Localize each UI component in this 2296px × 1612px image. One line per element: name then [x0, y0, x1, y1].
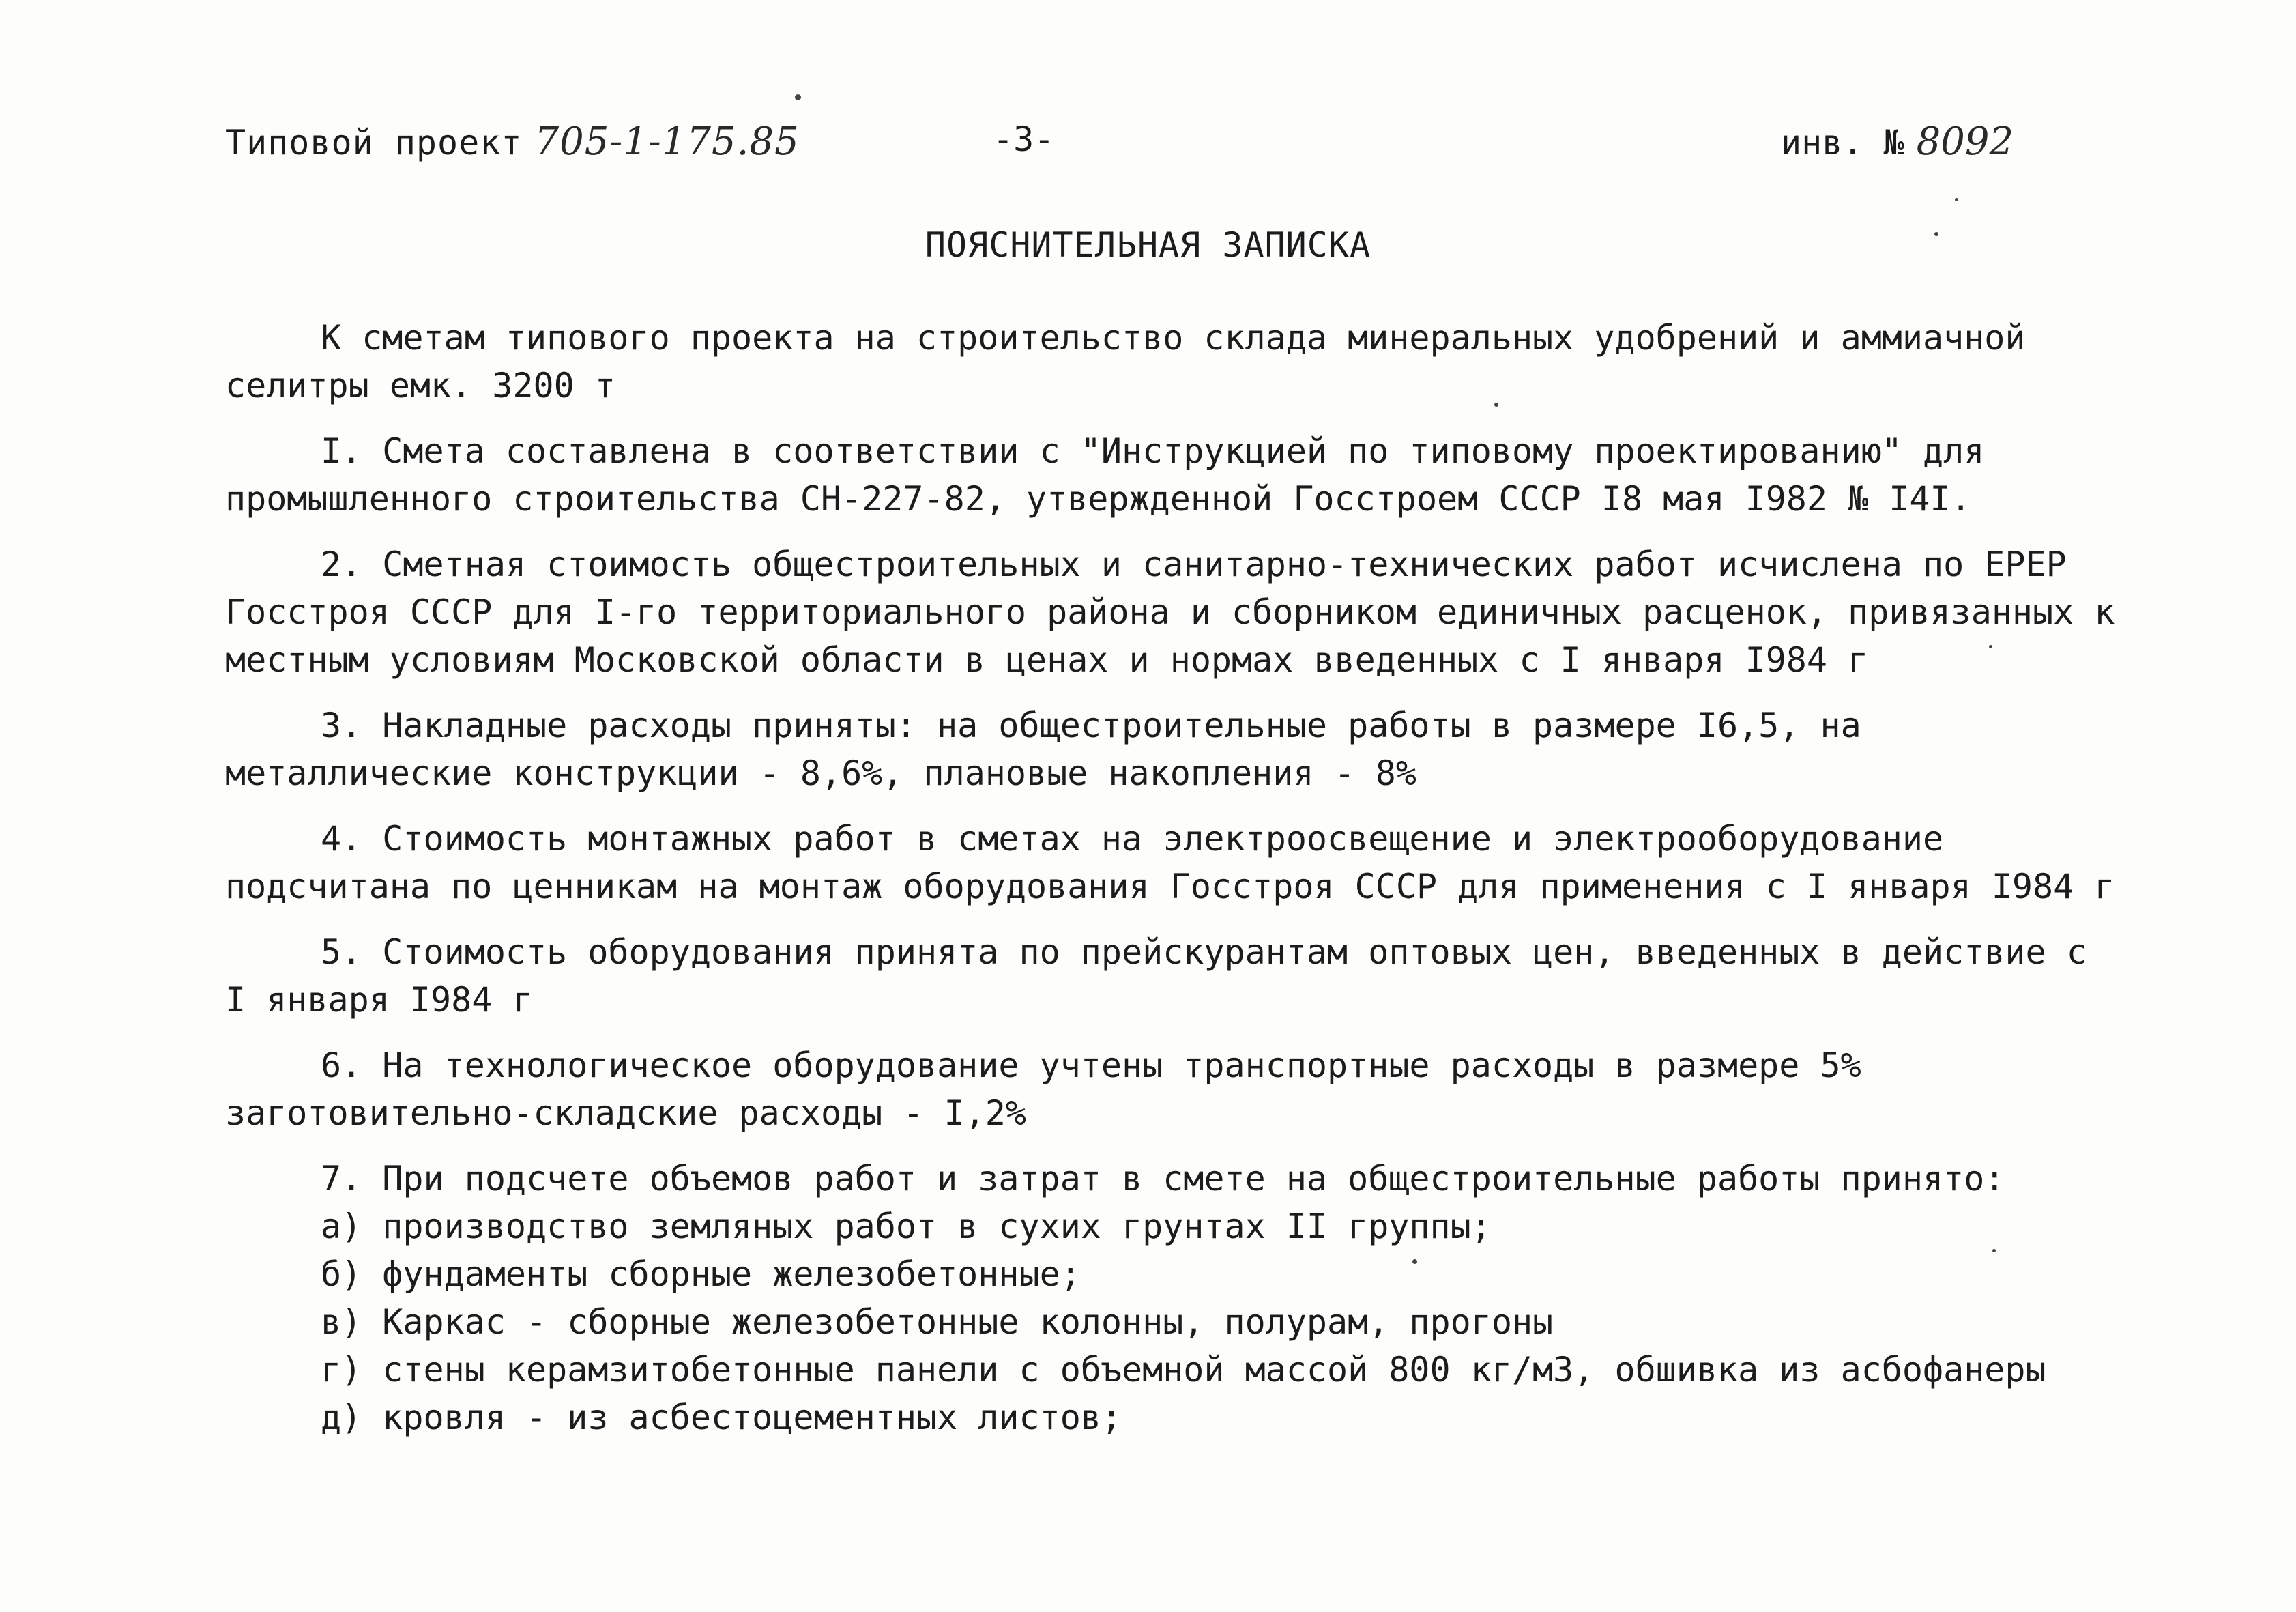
scan-speck [1989, 645, 1992, 648]
paragraph-3: 3. Накладные расходы приняты: на общестроительные работы в размере I6,5, на металлические конструкции - 8,6%, плановые накопления - 8% [225, 706, 1861, 793]
list-item: г) стены керамзитобетонные панели с объемной массой 800 кг/м3, обшивка из асбофанеры [321, 1350, 2046, 1390]
list-item: д) кровля - из асбестоцементных листов; [321, 1398, 1122, 1437]
inventory-number: 8092 [1916, 119, 2014, 164]
project-number: 705-1-175.85 [534, 119, 800, 164]
paragraph-7: 7. При подсчете объемов работ и затрат в смете на общестроительные работы принято: [321, 1159, 2005, 1198]
page-number: -3- [993, 119, 1055, 159]
paragraph-4: 4. Стоимость монтажных работ в сметах на электроосвещение и электрооборудование подсчитана по ценникам на монтаж оборудования Госстроя СССР для применения с I января I984 г [225, 819, 2115, 906]
paragraph-2: 2. Сметная стоимость общестроительных и санитарно-технических работ исчислена по ЕРЕР Госстроя СССР для I-го территориального района и сборником единичных расценок, привязанных к местным условиям Московской области в ценах и нормах введенных с I января I984 г [225, 545, 2115, 680]
scan-speck [1955, 198, 1958, 201]
project-reference [225, 119, 800, 164]
scan-speck [1934, 232, 1938, 236]
document-body [225, 314, 2122, 1441]
inventory-label: инв. № [1781, 123, 1904, 162]
list-item: б) фундаменты сборные железобетонные; [321, 1254, 1081, 1294]
scan-speck [1992, 1249, 1996, 1252]
scan-speck [795, 94, 801, 100]
assumptions-list [321, 1203, 2122, 1441]
paragraph-5: 5. Стоимость оборудования принята по прейскурантам оптовых цен, введенных в действие с I января I984 г [225, 932, 2087, 1020]
intro-paragraph: К сметам типового проекта на строительство склада минеральных удобрений и аммиачной селитры емк. 3200 т [225, 318, 2026, 405]
scan-speck [1412, 1259, 1417, 1264]
scan-speck [1494, 403, 1498, 407]
list-item: в) Каркас - сборные железобетонные колонны, полурам, прогоны [321, 1302, 1554, 1342]
paragraph-1: I. Смета составлена в соответствии с "Инструкцией по типовому проектированию" для промышленного строительства СН-227-82, утвержденной Госстроем СССР I8 мая I982 № I4I. [225, 431, 1985, 519]
inventory-reference [1781, 119, 2014, 164]
project-label: Типовой проект [225, 123, 523, 162]
document-title: ПОЯСНИТЕЛЬНАЯ ЗАПИСКА [925, 225, 1371, 265]
paragraph-6: 6. На технологическое оборудование учтены транспортные расходы в размере 5% заготовительно-складские расходы - I,2% [225, 1046, 1861, 1133]
list-item: а) производство земляных работ в сухих грунтах II группы; [321, 1207, 1492, 1246]
page-header [0, 119, 2296, 181]
